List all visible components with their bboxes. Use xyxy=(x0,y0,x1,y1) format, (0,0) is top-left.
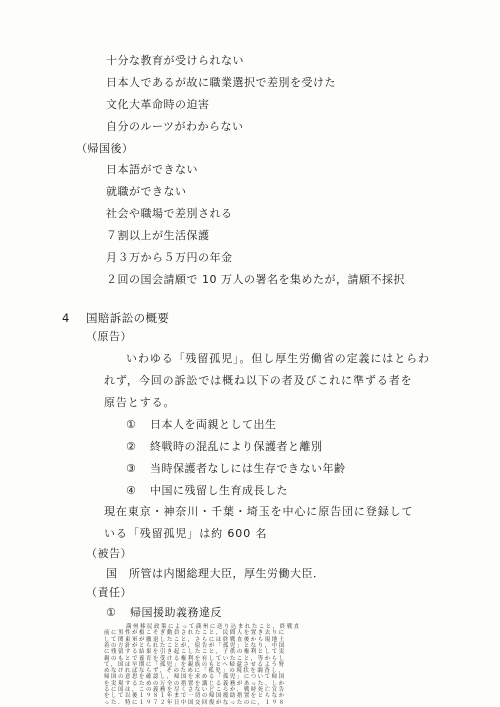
duty-text-line: して関東軍が撤退したこと，さらには終戦直後から現地土 xyxy=(104,636,286,643)
criterion-mark: ② xyxy=(126,440,137,453)
duty-text-line: 帰国の意思を確認し，帰国を求める「孤児」について帰国 xyxy=(104,674,286,681)
criterion-text: 当時保護者なしには生存できない年齢 xyxy=(150,462,346,475)
list-item: 十分な教育が受けられない xyxy=(106,54,244,67)
criterion-mark: ④ xyxy=(126,484,137,497)
list-item: 日本人であるが故に職業選択で差別を受けた xyxy=(106,76,336,89)
list-item: 日本語ができない xyxy=(106,163,198,176)
section-number: 4 xyxy=(62,311,70,325)
duty-text-line: を実現するための万全の措置を講じる義務があった。しか xyxy=(104,680,286,687)
section-title: 国賠訴訟の概要 xyxy=(86,311,170,325)
criterion-mark: ① xyxy=(126,418,137,431)
list-item: 社会や職場で差別される xyxy=(106,207,233,220)
liability-label: （責任） xyxy=(86,586,132,599)
list-item: ７割以上が生活保護 xyxy=(106,229,210,242)
list-item: 就職ができない xyxy=(106,185,187,198)
criterion-mark: ③ xyxy=(126,462,137,475)
duty-text-line: に残留する結果を引き起こしたこと，子供の権利として実 xyxy=(104,649,286,656)
criterion-text: 中国に残留し生育成長した xyxy=(150,484,288,497)
registered-text-line: 現在東京・神奈川・千葉・埼玉を中心に原告団に登録して xyxy=(104,505,414,518)
duty-text-line: をして以後１９８１年まで一切の帰国援助措置をとらなか xyxy=(104,693,286,700)
list-item: 月３万から５万円の年金 xyxy=(106,251,233,264)
criterion-text: 終戦時の混乱により保護者と離別 xyxy=(150,440,323,453)
plaintiff-label: （原告） xyxy=(86,330,132,343)
after-return-label: （帰国後） xyxy=(76,142,134,155)
plaintiff-text-line: 原告とする。 xyxy=(104,396,176,409)
list-item: 自分のルーツがわからない xyxy=(106,120,244,133)
duty-text-line: るに国は，この義務を尽くさないどころか，戦時死亡宣告 xyxy=(104,687,286,693)
duty-text-line: 親のもとで養育を受ける権利を有していたこと，等からし xyxy=(104,655,286,662)
defendant-text: 国 所管は内閣総理大臣，厚生労働大臣． xyxy=(106,567,325,580)
plaintiff-text-line: れず，今回の訴訟では概ね以下の者及びこれに準ずる者を xyxy=(104,374,413,387)
criterion-text: 日本人を両親として出生 xyxy=(150,418,277,431)
plaintiff-text-line: いわゆる「残留孤児」。但し厚生労働省の定義にはとらわ xyxy=(126,352,430,365)
duty-text-line: て，国は早期に「孤児」を親族のもとへ帰還させるよう努 xyxy=(104,661,286,668)
registered-text-line: いる「残留孤児」は約 600 名 xyxy=(104,527,268,540)
duty-text-line: 前に男性が根こそぎ動員されたこと，民間人を置き去りに xyxy=(104,630,286,637)
duty-text-line: めなければならず，そのために「孤児」の現状を調査し， xyxy=(104,668,286,675)
list-item: ２回の国会請願で 10 万人の署名を集めたが，請願不採択 xyxy=(106,273,405,286)
duty-mark: ① xyxy=(106,606,117,619)
duty-title: 帰国援助義務違反 xyxy=(130,606,222,619)
duty-text-line: った．特に１９７２年日中国交回復がなったのに，１９８ xyxy=(104,699,286,706)
duty-text-line: 満州移民政策によって満州に送り込まれたこと，終戦直 xyxy=(126,624,301,630)
defendant-label: （被告） xyxy=(86,547,132,560)
list-item: 文化大革命時の迫害 xyxy=(106,98,210,111)
duty-text-line: 着の方針がとられたことが，原告が「孤児」となり，中国 xyxy=(104,642,286,649)
